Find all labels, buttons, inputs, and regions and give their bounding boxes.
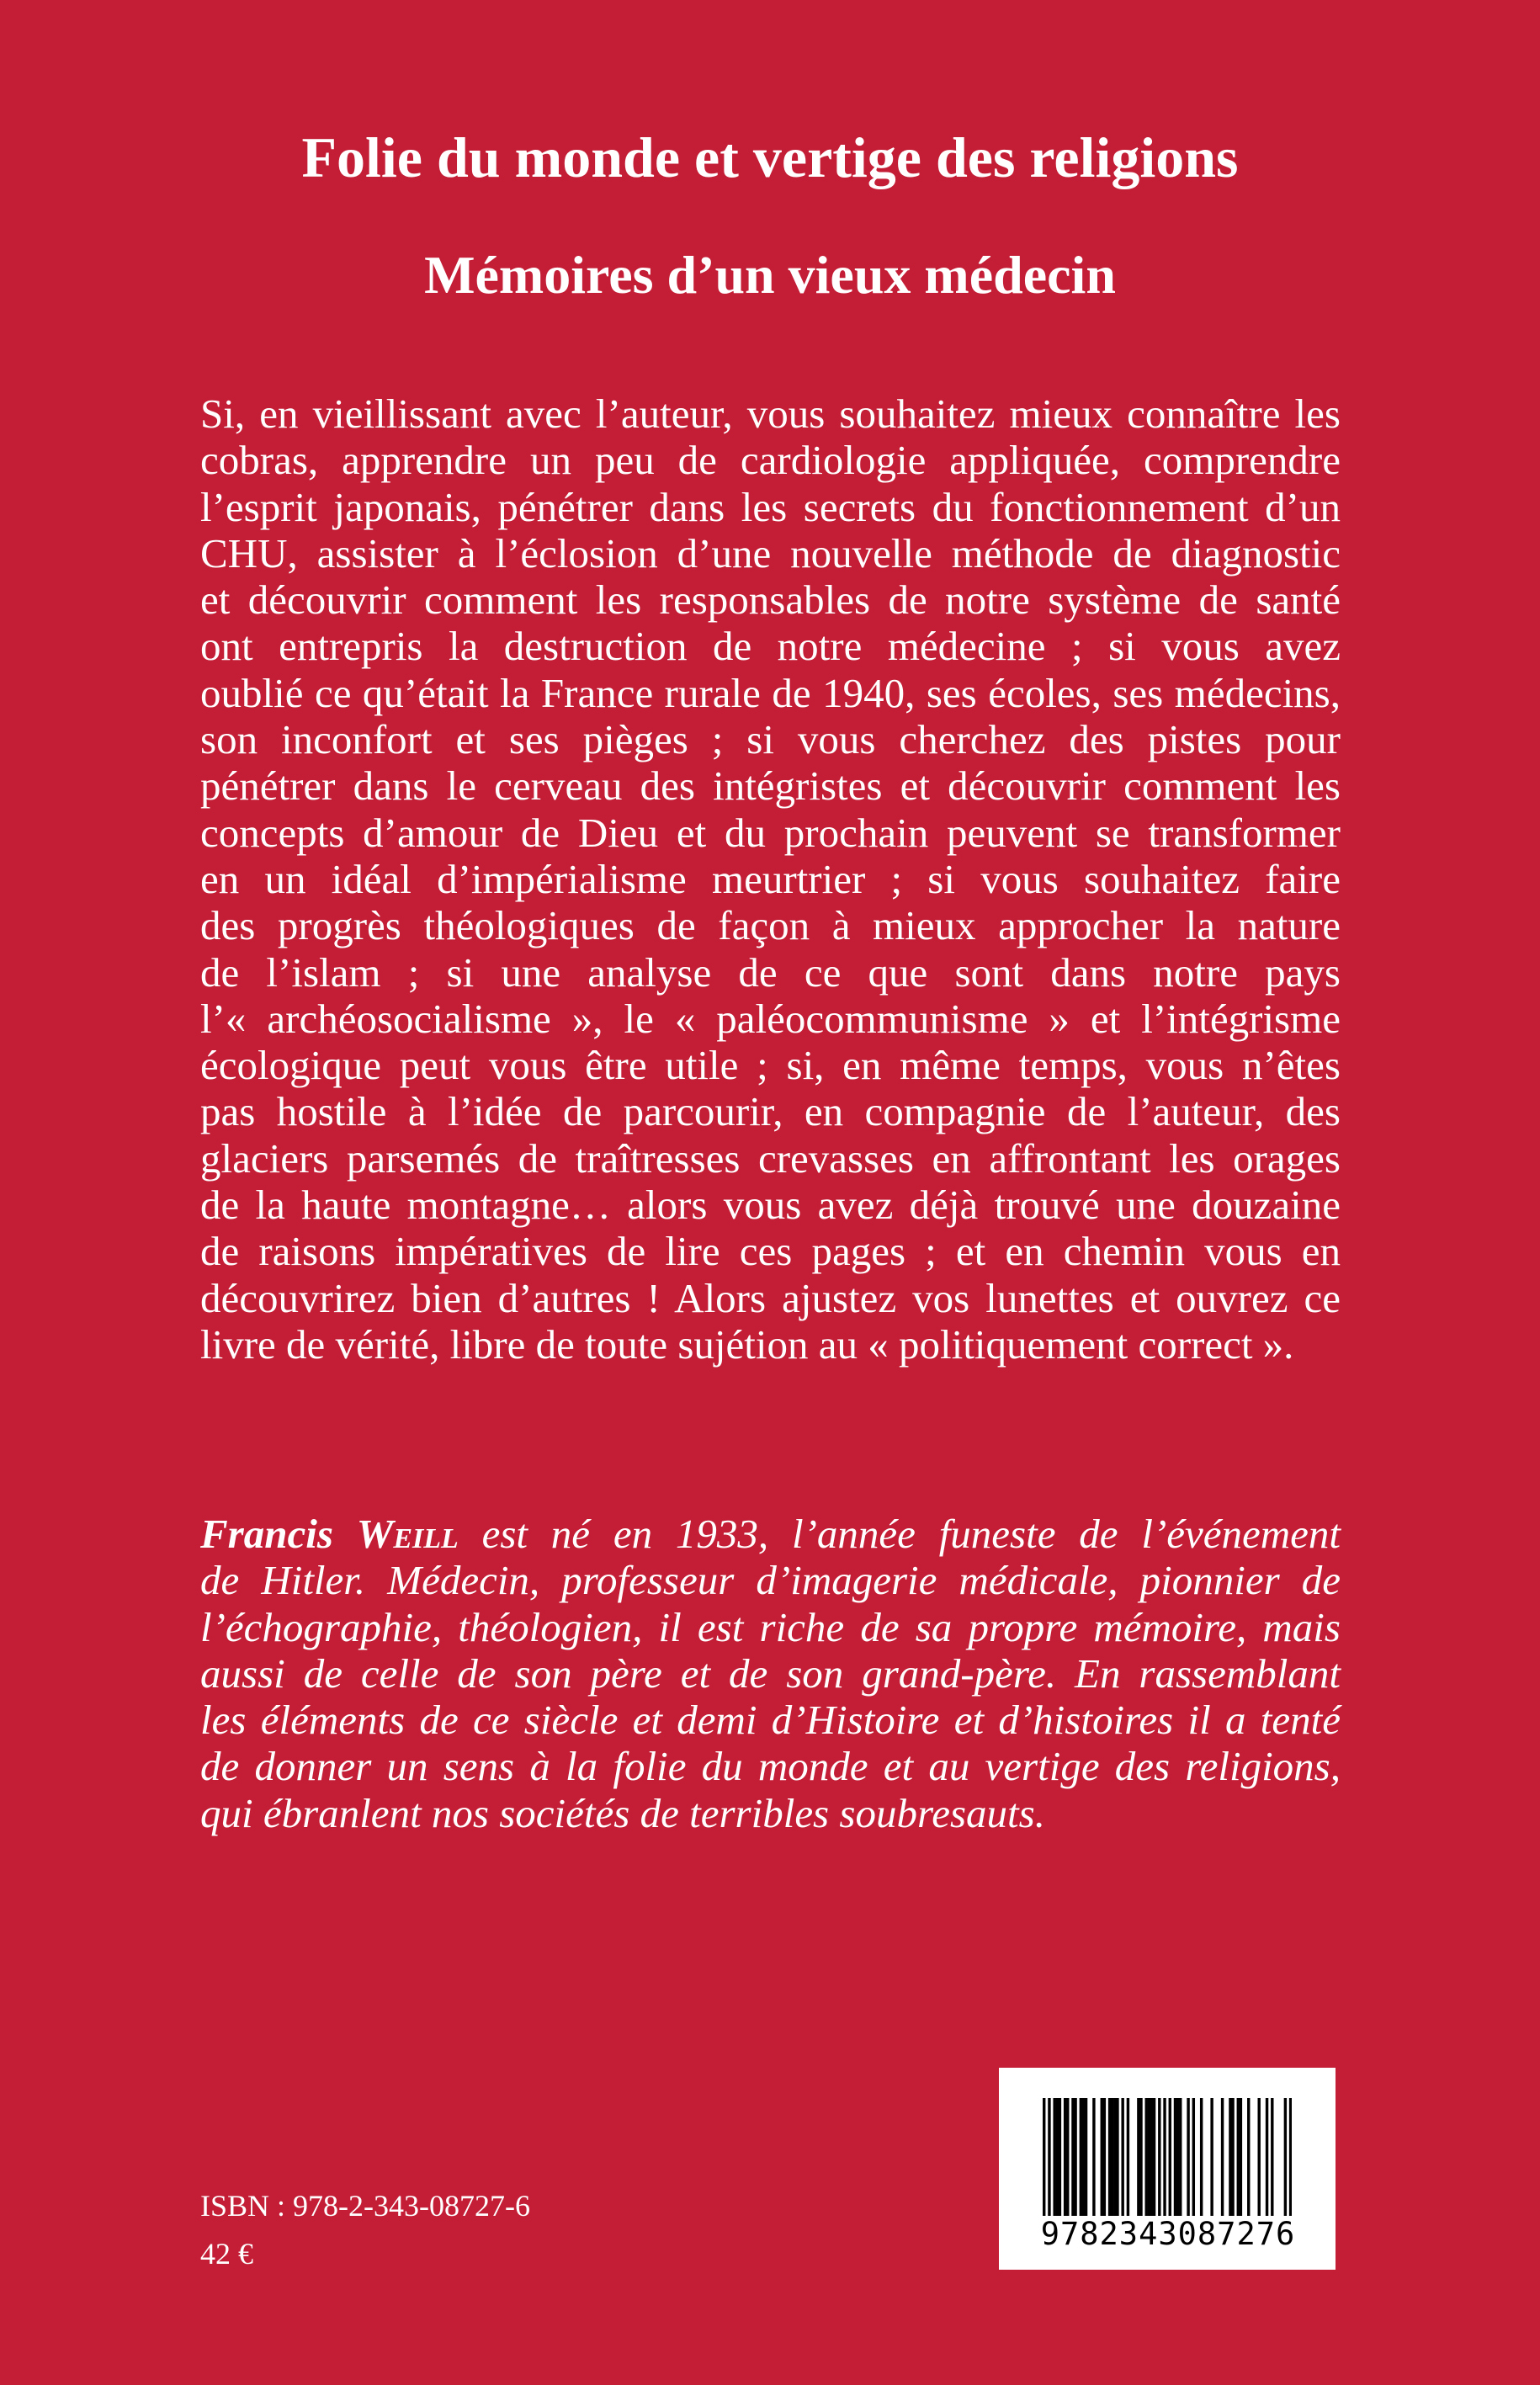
barcode-bar: [1192, 2098, 1195, 2216]
barcode-bar: [1066, 2098, 1069, 2216]
barcode-bar: [1174, 2098, 1176, 2216]
barcode-bar: [1153, 2098, 1155, 2216]
barcode-bar: [1169, 2098, 1171, 2216]
barcode-bar: [1231, 2098, 1234, 2216]
summary-line: concepts d’amour de Dieu et du prochain peuvent se transformer: [200, 809, 1341, 856]
barcode-bar: [1080, 2098, 1082, 2216]
barcode-bar: [1048, 2098, 1050, 2216]
bio-first-line: [200, 1511, 1341, 1557]
price-label: 42 €: [200, 2237, 253, 2271]
summary-line: des progrès théologiques de façon à mieux approcher la nature: [200, 902, 1341, 949]
book-title: Folie du monde et vertige des religions: [301, 125, 1239, 189]
barcode-bar: [1108, 2098, 1111, 2216]
barcode-bar: [1101, 2098, 1103, 2216]
barcode-bar: [1137, 2098, 1139, 2216]
summary-line: en un idéal d’impérialisme meurtrier ; si vous souhaitez faire: [200, 855, 1341, 902]
bio-line-rest: est né en 1933, l’année funeste de l’événement: [481, 1511, 1341, 1557]
barcode-bar: [1187, 2098, 1189, 2216]
barcode-bar: [1284, 2098, 1287, 2216]
barcode-bar: [1139, 2098, 1142, 2216]
summary-paragraph: [200, 390, 1341, 1368]
barcode-bar: [1221, 2098, 1224, 2216]
summary-line: l’esprit japonais, pénétrer dans les secrets du fonctionnement d’un: [200, 483, 1341, 530]
bio-line: de Hitler. Médecin, professeur d’imagerie médicale, pionnier de: [200, 1557, 1341, 1604]
barcode-bar: [1092, 2098, 1095, 2216]
barcode-bar: [1053, 2098, 1055, 2216]
summary-line: l’« archéosocialisme », le « paléocommunisme » et l’intégrisme: [200, 995, 1341, 1042]
barcode-bars: [1043, 2098, 1292, 2216]
book-subtitle: Mémoires d’un vieux médecin: [424, 245, 1116, 305]
bio-line: aussi de celle de son père et de son grand-père. En rassemblant: [200, 1649, 1341, 1697]
barcode-bar: [1266, 2098, 1268, 2216]
barcode-bar: [1163, 2098, 1166, 2216]
barcode-bar: [1121, 2098, 1123, 2216]
summary-line: livre de vérité, libre de toute sujétion au « politiquement correct ».: [200, 1320, 1294, 1368]
summary-line: de l’islam ; si une analyse de ce que sont dans notre pays: [200, 948, 1341, 996]
barcode-bar: [1158, 2098, 1160, 2216]
summary-line: ont entrepris la destruction de notre médecine ; si vous avez: [200, 623, 1341, 670]
barcode-bar: [1113, 2098, 1116, 2216]
summary-line: Si, en vieillissant avec l’auteur, vous souhaitez mieux connaître les: [200, 390, 1341, 437]
barcode-bar: [1059, 2098, 1061, 2216]
barcode-bar: [1179, 2098, 1182, 2216]
barcode-bar: [1127, 2098, 1129, 2216]
summary-line: et découvrir comment les responsables de notre système de santé: [200, 576, 1341, 624]
summary-line: son inconfort et ses pièges ; si vous cherchez des pistes pour: [200, 716, 1341, 763]
author-last-name: Weill: [356, 1511, 459, 1557]
barcode-bar: [1271, 2098, 1273, 2216]
barcode-bar: [1289, 2098, 1292, 2216]
summary-line: écologique peut vous être utile ; si, en même temps, vous n’êtes: [200, 1042, 1341, 1089]
barcode-bar: [1056, 2098, 1059, 2216]
barcode: [999, 2068, 1336, 2270]
author-first-name: Francis: [200, 1511, 333, 1557]
barcode-bar: [1071, 2098, 1074, 2216]
barcode-bar: [1043, 2098, 1045, 2216]
bio-line: les éléments de ce siècle et demi d’Histoire et d’histoires il a tenté: [200, 1697, 1341, 1744]
summary-line: CHU, assister à l’éclosion d’une nouvelle méthode de diagnostic: [200, 529, 1341, 576]
barcode-bar: [1103, 2098, 1106, 2216]
barcode-bar: [1064, 2098, 1066, 2216]
barcode-bar: [1240, 2098, 1242, 2216]
barcode-bar: [1247, 2098, 1250, 2216]
summary-line: de raisons impératives de lire ces pages ; et en chemin vous en: [200, 1228, 1341, 1275]
bio-line: l’échographie, théologien, il est riche de sa propre mémoire, mais: [200, 1603, 1341, 1650]
summary-line: pénétrer dans le cerveau des intégristes et découvrir comment les: [200, 762, 1341, 810]
bio-line: qui ébranlent nos sociétés de terribles soubresauts.: [200, 1789, 1045, 1836]
barcode-bar: [1176, 2098, 1179, 2216]
barcode-bar: [1229, 2098, 1231, 2216]
author-bio: [200, 1511, 1341, 1836]
summary-line: pas hostile à l’idée de parcourir, en compagnie de l’auteur, des: [200, 1088, 1341, 1135]
bio-line: de donner un sens à la folie du monde et au vertige des religions,: [200, 1743, 1341, 1790]
barcode-bar: [1257, 2098, 1260, 2216]
summary-line: découvrirez bien d’autres ! Alors ajustez vos lunettes et ouvrez ce: [200, 1274, 1341, 1321]
barcode-bar: [1082, 2098, 1085, 2216]
barcode-bar: [1210, 2098, 1213, 2216]
barcode-bar: [1085, 2098, 1087, 2216]
barcode-bar: [1111, 2098, 1113, 2216]
barcode-bar: [1116, 2098, 1118, 2216]
barcode-number: 9782343087276: [1040, 2216, 1296, 2252]
summary-line: cobras, apprendre un peu de cardiologie appliquée, comprendre: [200, 437, 1341, 484]
barcode-bar: [1200, 2098, 1203, 2216]
summary-line: oublié ce qu’était la France rurale de 1940, ses écoles, ses médecins,: [200, 669, 1341, 716]
summary-line: glaciers parsemés de traîtresses crevasses en affrontant les orages: [200, 1134, 1341, 1182]
barcode-bar: [1074, 2098, 1076, 2216]
summary-line: de la haute montagne… alors vous avez déjà trouvé une douzaine: [200, 1182, 1341, 1229]
isbn-label: ISBN : 978-2-343-08727-6: [200, 2189, 530, 2223]
barcode-bar: [1148, 2098, 1150, 2216]
barcode-bar: [1145, 2098, 1148, 2216]
barcode-bar: [1237, 2098, 1240, 2216]
barcode-bar: [1150, 2098, 1153, 2216]
